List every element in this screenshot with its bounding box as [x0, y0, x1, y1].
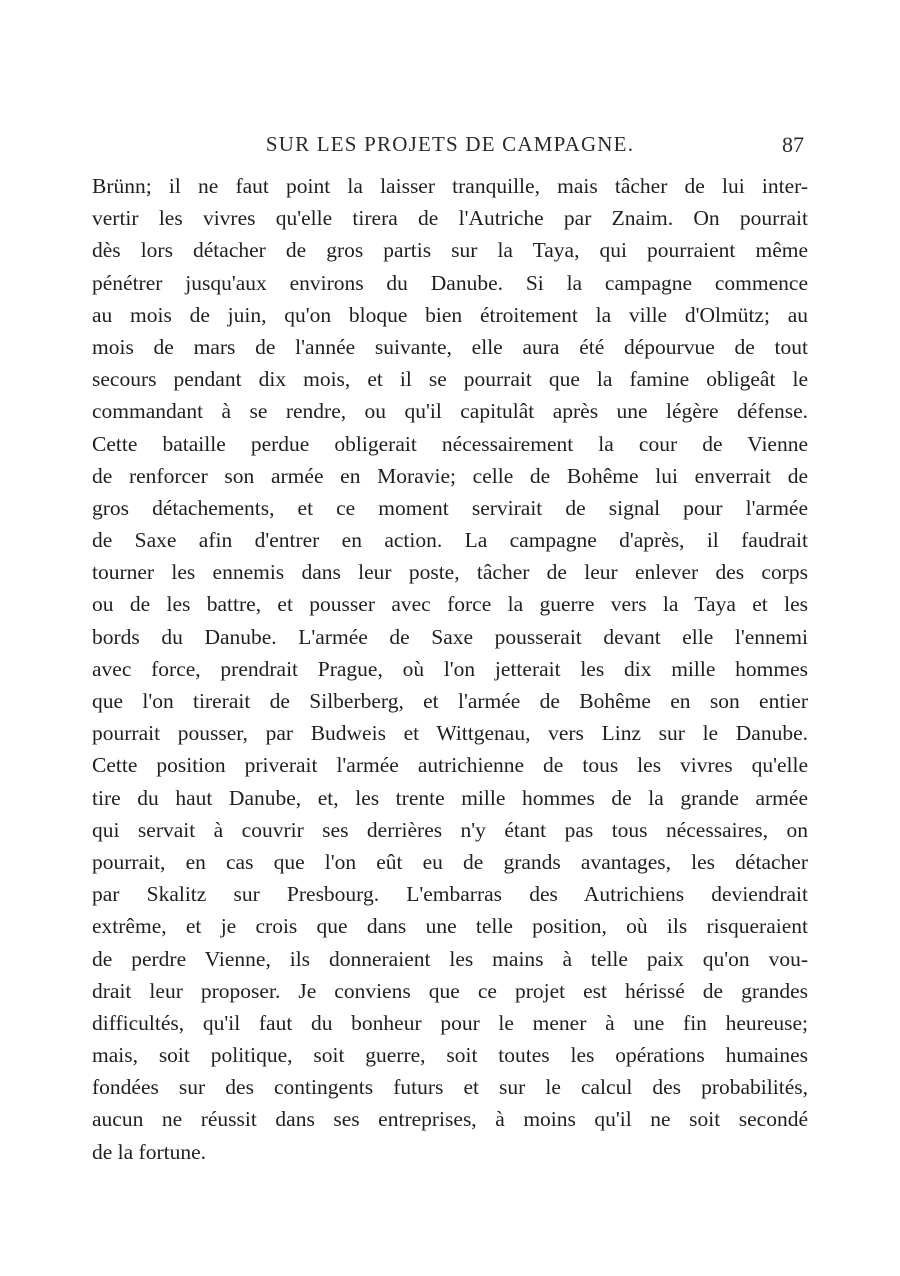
- text-line: de Saxe afin d'entrer en action. La campagne d'après, il faudrait: [92, 528, 808, 553]
- text-line: ou de les battre, et pousser avec force la guerre vers la Taya et les: [92, 592, 808, 617]
- text-line: mois de mars de l'année suivante, elle aura été dépourvue de tout: [92, 334, 808, 359]
- running-title: SUR LES PROJETS DE CAMPAGNE.: [265, 132, 635, 156]
- text-line: bords du Danube. L'armée de Saxe pousserait devant elle l'ennemi: [92, 624, 808, 649]
- text-line: gros détachements, et ce moment servirait de signal pour l'armée: [92, 495, 808, 520]
- text-line: dès lors détacher de gros partis sur la Taya, qui pourraient même: [92, 238, 808, 263]
- text-line: pourrait, en cas que l'on eût eu de grands avantages, les détacher: [92, 849, 808, 874]
- text-line: par Skalitz sur Presbourg. L'embarras des Autrichiens deviendrait: [92, 882, 808, 907]
- text-line: pénétrer jusqu'aux environs du Danube. Si la campagne commence: [92, 270, 808, 295]
- text-line: de la fortune.: [92, 1139, 207, 1164]
- text-line: mais, soit politique, soit guerre, soit toutes les opérations humaines: [92, 1043, 808, 1068]
- text-line: avec force, prendrait Prague, où l'on jetterait les dix mille hommes: [92, 656, 808, 681]
- text-line: commandant à se rendre, ou qu'il capitulât après une légère défense.: [92, 399, 808, 424]
- text-line: drait leur proposer. Je conviens que ce projet est hérissé de grandes: [92, 978, 808, 1003]
- text-line: au mois de juin, qu'on bloque bien étroitement la ville d'Olmütz; au: [92, 302, 808, 327]
- body-paragraph: [92, 170, 808, 1168]
- text-line: extrême, et je crois que dans une telle position, où ils risqueraient: [92, 914, 808, 939]
- text-line: aucun ne réussit dans ses entreprises, à moins qu'il ne soit secondé: [92, 1107, 808, 1132]
- text-line: de renforcer son armée en Moravie; celle de Bohême lui enverrait de: [92, 463, 808, 488]
- text-line: vertir les vivres qu'elle tirera de l'Autriche par Znaim. On pourrait: [92, 206, 808, 231]
- text-line: Cette position priverait l'armée autrichienne de tous les vivres qu'elle: [92, 753, 808, 778]
- text-line: que l'on tirerait de Silberberg, et l'armée de Bohême en son entier: [92, 689, 808, 713]
- text-line: tire du haut Danube, et, les trente mille hommes de la grande armée: [92, 785, 808, 810]
- text-line: qui servait à couvrir ses derrières n'y étant pas tous nécessaires, on: [92, 817, 808, 842]
- text-line: pourrait pousser, par Budweis et Wittgenau, vers Linz sur le Danube.: [92, 721, 808, 746]
- text-line: difficultés, qu'il faut du bonheur pour le mener à une fin heureuse;: [92, 1010, 808, 1035]
- text-line: de perdre Vienne, ils donneraient les mains à telle paix qu'on vou-: [92, 946, 808, 971]
- text-line: tourner les ennemis dans leur poste, tâcher de leur enlever des corps: [92, 560, 808, 585]
- text-line: Cette bataille perdue obligerait nécessairement la cour de Vienne: [92, 431, 808, 456]
- running-header: [92, 128, 808, 168]
- text-line: Brünn; il ne faut point la laisser tranquille, mais tâcher de lui inter-: [92, 174, 808, 198]
- text-line: fondées sur des contingents futurs et sur le calcul des probabilités,: [92, 1075, 808, 1100]
- text-line: secours pendant dix mois, et il se pourrait que la famine obligeât le: [92, 367, 808, 392]
- page-number: 87: [782, 132, 804, 157]
